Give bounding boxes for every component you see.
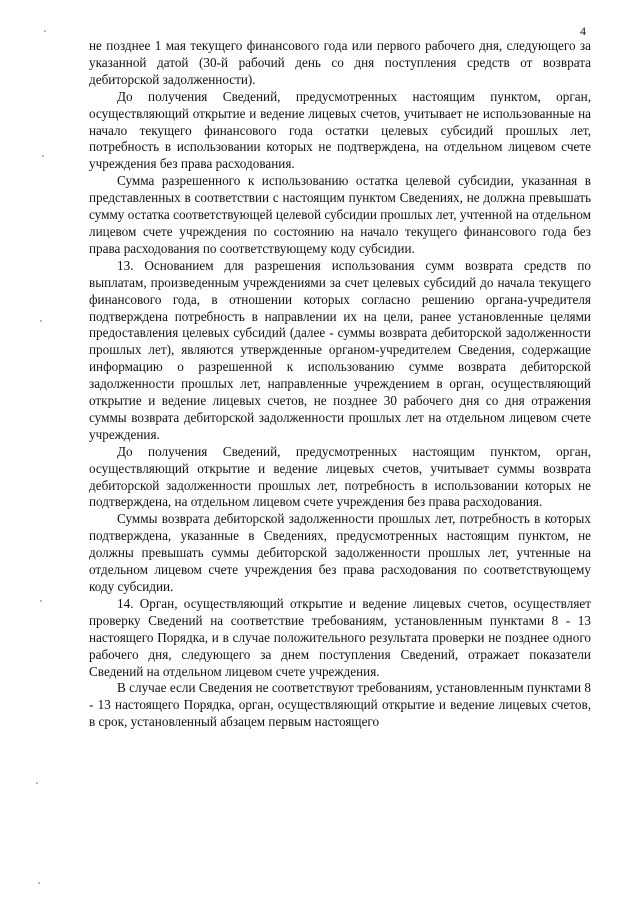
- paragraph: 13. Основанием для разрешения использования сумм возврата средств по выплатам, произведенным учреждениями за счет целевых субсидий до начала текущего финансового года, в отношении которых согласно решению органа-учредителя подтверждена потребность в направлении их на цели, ранее установленные целями предоставления целевых субсидий (далее - суммы возврата дебиторской задолженности прошлых лет), являются утвержденные органом-учредителем Сведения, содержащие информацию о разрешенной к использованию сумме возврата дебиторской задолженности прошлых лет, направленные учреждением в орган, осуществляющий открытие и ведение лицевых счетов, не позднее 30 рабочего дня со дня отражения суммы возврата дебиторской задолженности прошлых лет на отдельном лицевом счете учреждения.: [89, 257, 591, 442]
- page-number: 4: [580, 24, 586, 38]
- body-text: [89, 38, 591, 731]
- scan-speck: [40, 320, 42, 322]
- paragraph: не позднее 1 мая текущего финансового года или первого рабочего дня, следующего за указанной датой (30-й рабочий день со дня поступления средств от возврата дебиторской задолженности).: [89, 38, 591, 87]
- paragraph: 14. Орган, осуществляющий открытие и ведение лицевых счетов, осуществляет проверку Сведений на соответствие требованиям, установленным пунктами 8 - 13 настоящего Порядка, и в случае положительного результата проверки не позднее одного рабочего дня, следующего за днем поступления Сведений, отражает показатели Сведений на отдельном лицевом счете учреждения.: [89, 595, 591, 679]
- scan-speck: [42, 155, 44, 157]
- scan-speck: [36, 782, 38, 784]
- paragraph: В случае если Сведения не соответствуют требованиям, установленным пунктами 8 - 13 настоящего Порядка, орган, осуществляющий открытие и ведение лицевых счетов, в срок, установленный абзацем первым настоящего: [89, 680, 591, 730]
- paragraph: Сумма разрешенного к использованию остатка целевой субсидии, указанная в представленных в соответствии с настоящим пунктом Сведениях, не должна превышать сумму остатка соответствующей целевой субсидии прошлых лет, учтенной на отдельном лицевом счете учреждения по состоянию на начало текущего финансового года без права расходования по соответствующему коду субсидии.: [89, 173, 591, 256]
- scan-speck: [38, 882, 40, 884]
- scan-speck: [40, 600, 42, 602]
- paragraph: До получения Сведений, предусмотренных настоящим пунктом, орган, осуществляющий открытие и ведение лицевых счетов, учитывает суммы возврата дебиторской задолженности прошлых лет, потребность в использовании которых не подтверждена, на отдельном лицевом счете учреждения без права расходования.: [89, 443, 591, 510]
- paragraph: До получения Сведений, предусмотренных настоящим пунктом, орган, осуществляющий открытие и ведение лицевых счетов, учитывает не использованные на начало текущего финансового года остатки целевых субсидий прошлых лет, потребность в использовании которых не подтверждена, на отдельном лицевом счете учреждения без права расходования.: [89, 88, 591, 172]
- scan-speck: [44, 30, 46, 32]
- paragraph: Суммы возврата дебиторской задолженности прошлых лет, потребность в которых подтверждена, указанные в Сведениях, предусмотренных настоящим пунктом, не должны превышать суммы дебиторской задолженности прошлых лет, учтенные на отдельном лицевом счете учреждения без права расходования по соответствующему коду субсидии.: [89, 511, 591, 594]
